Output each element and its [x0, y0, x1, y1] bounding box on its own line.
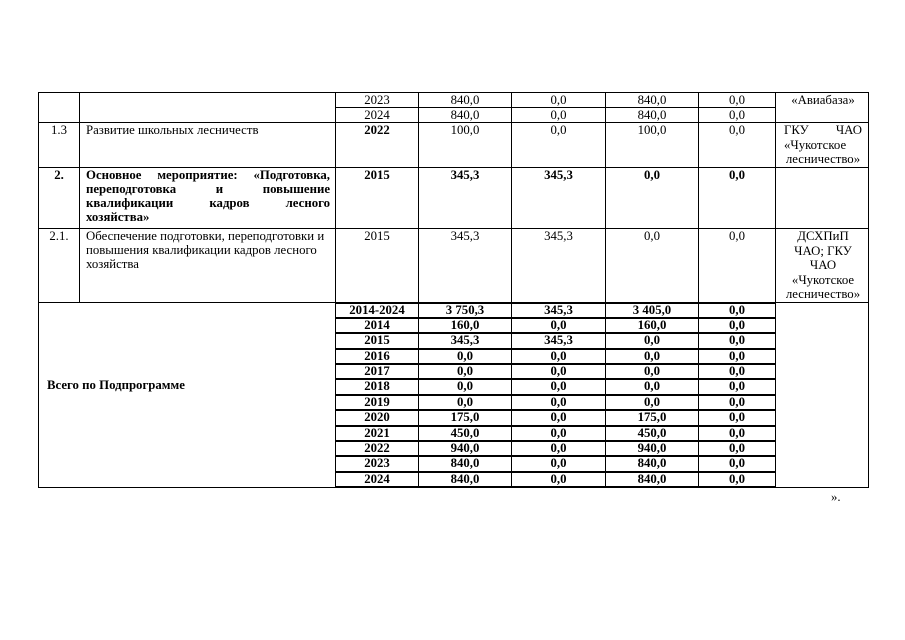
summary-fund-c-cell: 0,0	[699, 333, 776, 348]
total-cell: 840,0	[419, 108, 512, 123]
summary-fund-b-cell: 0,0	[606, 349, 699, 364]
total-cell: 345,3	[419, 229, 512, 303]
summary-total-cell: 840,0	[419, 456, 512, 471]
summary-total-cell: 940,0	[419, 441, 512, 456]
fund-c-cell: 0,0	[699, 123, 776, 168]
summary-total-cell: 0,0	[419, 379, 512, 394]
summary-total-cell: 0,0	[419, 395, 512, 410]
summary-fund-b-cell: 175,0	[606, 410, 699, 425]
fund-c-cell: 0,0	[699, 93, 776, 108]
fund-c-cell: 0,0	[699, 108, 776, 123]
summary-total-cell: 3 750,3	[419, 303, 512, 318]
name-cell: Основное мероприятие: «Подготовка, переподготовка и повышение квалификации кадров лесного хозяйства»	[80, 168, 336, 229]
table-row	[39, 123, 869, 168]
summary-fund-b-cell: 0,0	[606, 333, 699, 348]
executor-cell: ДСХПиП ЧАО; ГКУ ЧАО «Чукотское лесничество»	[776, 229, 869, 303]
summary-fund-c-cell: 0,0	[699, 441, 776, 456]
summary-fund-c-cell: 0,0	[699, 395, 776, 410]
summary-total-cell: 840,0	[419, 472, 512, 487]
year-cell: 2015	[336, 229, 419, 303]
total-cell: 100,0	[419, 123, 512, 168]
fund-c-cell: 0,0	[699, 168, 776, 229]
summary-fund-c-cell: 0,0	[699, 349, 776, 364]
summary-total-cell: 160,0	[419, 318, 512, 333]
total-cell: 840,0	[419, 93, 512, 108]
summary-fund-a-cell: 0,0	[512, 441, 606, 456]
fund-b-cell: 840,0	[606, 93, 699, 108]
summary-fund-b-cell: 0,0	[606, 395, 699, 410]
executor-cell: «Авиабаза»	[776, 93, 869, 123]
summary-fund-b-cell: 0,0	[606, 379, 699, 394]
summary-fund-c-cell: 0,0	[699, 379, 776, 394]
summary-fund-c-cell: 0,0	[699, 472, 776, 487]
summary-fund-b-cell: 450,0	[606, 426, 699, 441]
summary-fund-a-cell: 0,0	[512, 426, 606, 441]
summary-total-cell: 450,0	[419, 426, 512, 441]
fund-a-cell: 0,0	[512, 123, 606, 168]
fund-b-cell: 840,0	[606, 108, 699, 123]
summary-year-cell: 2015	[336, 333, 419, 348]
number-cell: 2.	[39, 168, 80, 229]
fund-a-cell: 0,0	[512, 108, 606, 123]
summary-executor-cell	[776, 303, 869, 488]
executor-cell	[776, 168, 869, 229]
name-cell: Развитие школьных лесничеств	[80, 123, 336, 168]
summary-year-cell: 2023	[336, 456, 419, 471]
table-row	[39, 168, 869, 229]
executor-cell: ГКУ ЧАО «Чукотское лесничество»	[776, 123, 869, 168]
fund-c-cell: 0,0	[699, 229, 776, 303]
summary-fund-c-cell: 0,0	[699, 364, 776, 379]
summary-year-cell: 2016	[336, 349, 419, 364]
summary-fund-b-cell: 840,0	[606, 456, 699, 471]
number-cell	[39, 93, 80, 123]
summary-fund-b-cell: 940,0	[606, 441, 699, 456]
summary-fund-a-cell: 0,0	[512, 349, 606, 364]
summary-year-cell: 2014	[336, 318, 419, 333]
summary-fund-b-cell: 0,0	[606, 364, 699, 379]
summary-fund-a-cell: 345,3	[512, 333, 606, 348]
year-cell: 2015	[336, 168, 419, 229]
summary-fund-b-cell: 840,0	[606, 472, 699, 487]
summary-fund-c-cell: 0,0	[699, 426, 776, 441]
name-cell: Обеспечение подготовки, переподготовки и повышения квалификации кадров лесного хозяйства	[80, 229, 336, 303]
year-cell: 2024	[336, 108, 419, 123]
summary-fund-a-cell: 345,3	[512, 303, 606, 318]
summary-fund-a-cell: 0,0	[512, 456, 606, 471]
summary-fund-c-cell: 0,0	[699, 456, 776, 471]
number-cell: 2.1.	[39, 229, 80, 303]
summary-label: Всего по Подпрограмме	[39, 303, 336, 488]
summary-row	[39, 303, 869, 318]
table-row	[39, 93, 869, 108]
summary-fund-c-cell: 0,0	[699, 303, 776, 318]
summary-year-cell: 2022	[336, 441, 419, 456]
total-cell: 345,3	[419, 168, 512, 229]
summary-fund-b-cell: 160,0	[606, 318, 699, 333]
summary-fund-a-cell: 0,0	[512, 364, 606, 379]
fund-b-cell: 0,0	[606, 229, 699, 303]
year-cell: 2022	[336, 123, 419, 168]
table-row	[39, 229, 869, 303]
summary-fund-a-cell: 0,0	[512, 379, 606, 394]
number-cell: 1.3	[39, 123, 80, 168]
fund-a-cell: 345,3	[512, 168, 606, 229]
summary-fund-a-cell: 0,0	[512, 318, 606, 333]
fund-a-cell: 345,3	[512, 229, 606, 303]
summary-fund-b-cell: 3 405,0	[606, 303, 699, 318]
summary-total-cell: 0,0	[419, 349, 512, 364]
summary-total-cell: 0,0	[419, 364, 512, 379]
year-cell: 2023	[336, 93, 419, 108]
summary-fund-a-cell: 0,0	[512, 410, 606, 425]
summary-year-cell: 2021	[336, 426, 419, 441]
summary-year-cell: 2024	[336, 472, 419, 487]
summary-total-cell: 175,0	[419, 410, 512, 425]
summary-fund-c-cell: 0,0	[699, 410, 776, 425]
fund-b-cell: 0,0	[606, 168, 699, 229]
fund-b-cell: 100,0	[606, 123, 699, 168]
closing-quote-mark: ».	[831, 490, 841, 504]
summary-year-cell: 2018	[336, 379, 419, 394]
summary-fund-a-cell: 0,0	[512, 395, 606, 410]
summary-year-cell: 2019	[336, 395, 419, 410]
summary-year-cell: 2020	[336, 410, 419, 425]
summary-fund-a-cell: 0,0	[512, 472, 606, 487]
fund-a-cell: 0,0	[512, 93, 606, 108]
summary-year-cell: 2017	[336, 364, 419, 379]
summary-year-cell: 2014-2024	[336, 303, 419, 318]
summary-total-cell: 345,3	[419, 333, 512, 348]
name-cell	[80, 93, 336, 123]
subprogram-table	[38, 92, 869, 488]
summary-fund-c-cell: 0,0	[699, 318, 776, 333]
